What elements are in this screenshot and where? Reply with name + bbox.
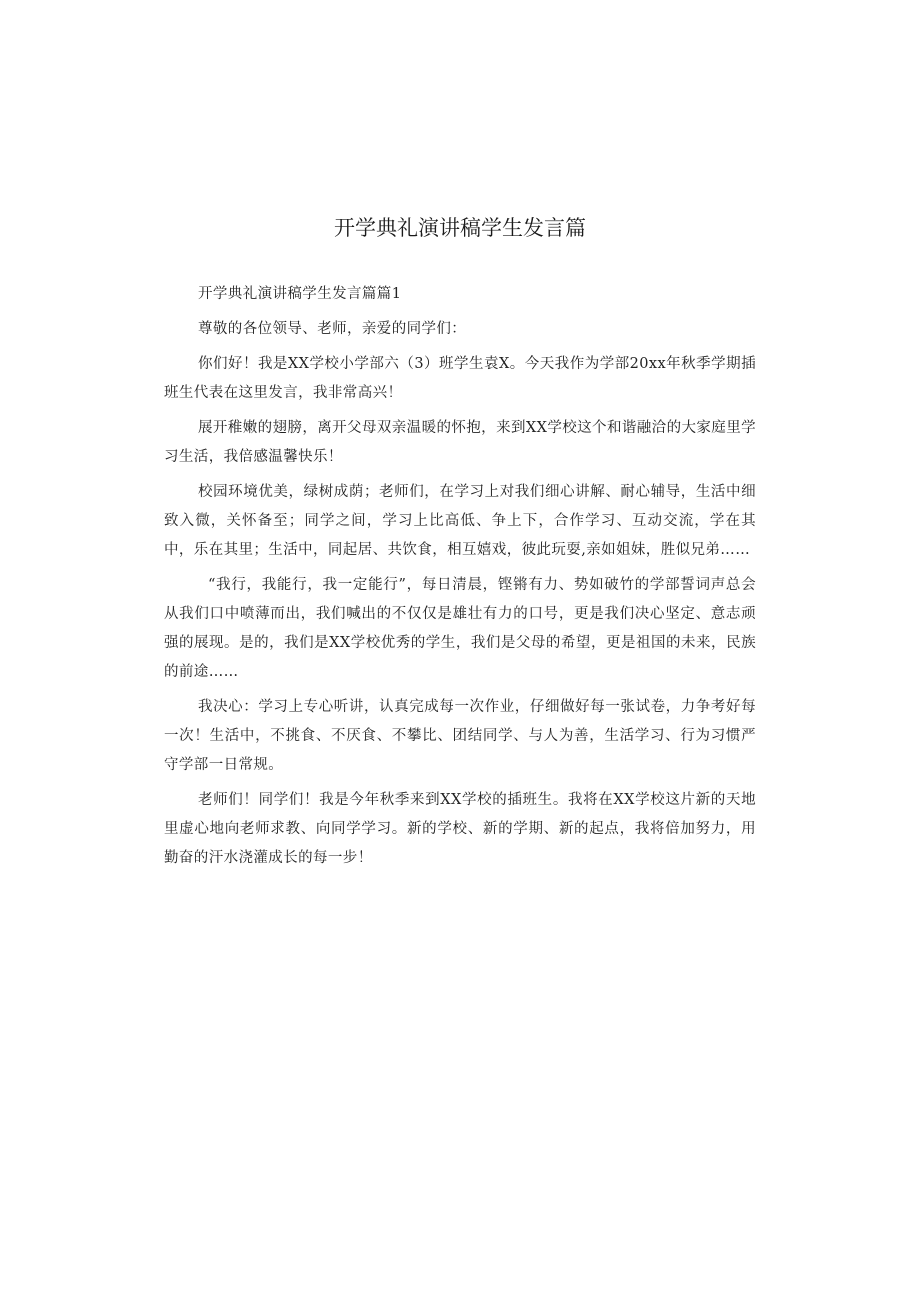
- body-paragraph: 我决心：学习上专心听讲，认真完成每一次作业，仔细做好每一张试卷，力争考好每一次！生活中，不挑食、不厌食、不攀比、团结同学、与人为善，生活学习、行为习惯严守学部一日常规。: [164, 699, 756, 773]
- closing-paragraph: 老师们！同学们！我是今年秋季来到XX学校的插班生。我将在XX学校这片新的天地里虚心地向老师求教、向同学学习。新的学校、新的学期、新的起点，我将倍加努力，用勤奋的汗水浇灌成长的每一步！: [164, 792, 756, 866]
- body-paragraph: 展开稚嫩的翅膀，离开父母双亲温暖的怀抱，来到XX学校这个和谐融洽的大家庭里学习生活，我倍感温馨快乐！: [164, 420, 756, 465]
- greeting-paragraph: 你们好！我是XX学校小学部六（3）班学生袁X。今天我作为学部20xx年秋季学期插班生代表在这里发言，我非常高兴！: [164, 356, 756, 401]
- salutation-paragraph: 尊敬的各位领导、老师，亲爱的同学们：: [198, 321, 467, 337]
- body-paragraph: “我行，我能行，我一定能行”，每日清晨，铿锵有力、势如破竹的学部誓词声总会从我们口中喷薄而出，我们喊出的不仅仅是雄壮有力的口号，更是我们决心坚定、意志顽强的展现。是的，我们是XX学校优秀的学生，我们是父母的希望，更是祖国的未来，民族的前途……: [164, 577, 756, 680]
- document-body: [164, 280, 756, 879]
- section-heading: 开学典礼演讲稿学生发言篇篇1: [198, 286, 402, 302]
- body-paragraph: 校园环境优美，绿树成荫；老师们，在学习上对我们细心讲解、耐心辅导，生活中细致入微，关怀备至；同学之间，学习上比高低、争上下，合作学习、互动交流，学在其中，乐在其里；生活中，同起居、共饮食，相互嬉戏，彼此玩耍,亲如姐妹，胜似兄弟……: [164, 484, 756, 558]
- document-title: 开学典礼演讲稿学生发言篇: [334, 216, 586, 240]
